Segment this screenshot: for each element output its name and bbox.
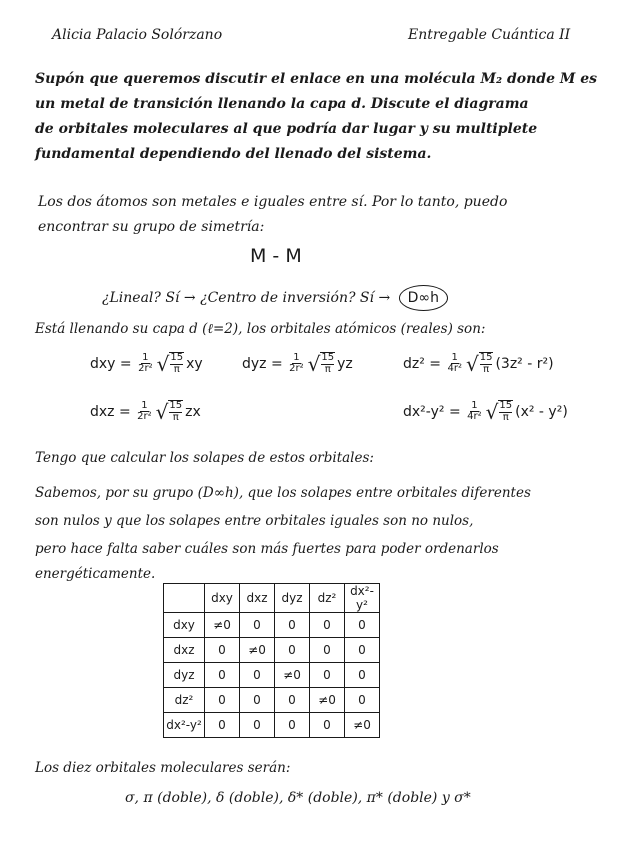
row-header: dxy xyxy=(164,613,205,638)
table-cell: 0 xyxy=(310,638,345,663)
table-cell: ≠0 xyxy=(240,638,275,663)
orbital-label: dyz xyxy=(242,355,267,372)
orbital-dyz-formula: dyz = $\frac{1}{\text{2r²}}$ √ $\frac{15}{\pi}$ yz xyxy=(242,351,353,376)
coef-numerator: 1 xyxy=(293,351,300,363)
root-denominator: π xyxy=(173,363,180,375)
table-cell: 0 xyxy=(240,663,275,688)
table-cell: ≠0 xyxy=(310,688,345,713)
overlap-text-line: pero hace falta saber cuáles son más fuertes para poder ordenarlos xyxy=(35,541,499,557)
table-cell: 0 xyxy=(275,613,310,638)
table-row xyxy=(164,663,380,688)
overlap-text-line: energéticamente. xyxy=(35,566,156,582)
table-row xyxy=(164,638,380,663)
orbital-tail: (x² - y²) xyxy=(515,403,568,420)
orbital-tail: (3z² - r²) xyxy=(495,355,554,372)
table-cell: 0 xyxy=(205,663,240,688)
coef-numerator: 1 xyxy=(451,351,458,363)
coef-denominator: 4r² xyxy=(447,363,462,374)
root-denominator: π xyxy=(172,411,179,423)
column-header: dyz xyxy=(275,584,310,613)
root-numerator: 15 xyxy=(170,352,184,363)
coef-denominator: 2r² xyxy=(137,411,152,422)
coef-denominator: 2r² xyxy=(289,363,304,374)
table-row xyxy=(164,613,380,638)
root-numerator: 15 xyxy=(321,352,335,363)
table-cell: 0 xyxy=(310,663,345,688)
table-corner-cell xyxy=(164,584,205,613)
table-cell: ≠0 xyxy=(275,663,310,688)
table-header-row xyxy=(164,584,380,613)
table-cell: ≠0 xyxy=(205,613,240,638)
column-header: dx²-y² xyxy=(345,584,380,613)
orbital-dz2-formula: dz² = $\frac{1}{\text{4r²}}$ √ $\frac{15}{\pi}$ (3z² - r²) xyxy=(403,351,554,376)
overlap-text-line: son nulos y que los solapes entre orbitales iguales son no nulos, xyxy=(35,513,474,529)
table-cell: 0 xyxy=(310,613,345,638)
coef-numerator: 1 xyxy=(141,399,148,411)
table-cell: 0 xyxy=(345,688,380,713)
table-cell: ≠0 xyxy=(345,713,380,738)
root-numerator: 15 xyxy=(499,400,513,411)
conclusion-line: Los diez orbitales moleculares serán: xyxy=(35,760,291,776)
orbital-tail: xy xyxy=(186,355,203,372)
table-cell: 0 xyxy=(275,688,310,713)
table-cell: 0 xyxy=(240,713,275,738)
molecular-orbital-list: σ, π (doble), δ (doble), δ* (doble), π* (doble) y σ* xyxy=(125,790,471,806)
coef-numerator: 1 xyxy=(471,399,478,411)
orbital-dxz-formula: dxz = $\frac{1}{\text{2r²}}$ √ $\frac{15}{\pi}$ zx xyxy=(90,399,201,424)
column-header: dxz xyxy=(240,584,275,613)
orbital-label: dz² xyxy=(403,355,425,372)
overlap-table xyxy=(163,583,380,738)
table-cell: 0 xyxy=(345,638,380,663)
column-header: dz² xyxy=(310,584,345,613)
table-cell: 0 xyxy=(205,713,240,738)
orbital-label: dx²-y² xyxy=(403,403,445,420)
author-name: Alicia Palacio Solórzano xyxy=(52,27,223,43)
row-header: dyz xyxy=(164,663,205,688)
coef-numerator: 1 xyxy=(142,351,149,363)
root-numerator: 15 xyxy=(479,352,493,363)
root-denominator: π xyxy=(502,411,509,423)
statement-line: de orbitales moleculares al que podría dar lugar y su multiplete xyxy=(35,121,538,137)
table-cell: 0 xyxy=(205,688,240,713)
row-header: dxz xyxy=(164,638,205,663)
table-cell: 0 xyxy=(275,713,310,738)
orbital-dx2y2-formula: dx²-y² = $\frac{1}{\text{4r²}}$ √ $\frac{15}{\pi}$ (x² - y²) xyxy=(403,399,568,424)
coef-denominator: 4r² xyxy=(467,411,482,422)
statement-line: un metal de transición llenando la capa d. Discute el diagrama xyxy=(35,96,529,112)
table-cell: 0 xyxy=(275,638,310,663)
root-denominator: π xyxy=(483,363,490,375)
statement-line: Supón que queremos discutir el enlace en una molécula M₂ donde M es xyxy=(35,71,598,87)
course-title: Entregable Cuántica II xyxy=(408,27,571,43)
table-cell: 0 xyxy=(205,638,240,663)
orbital-label: dxy xyxy=(90,355,116,372)
inversion-question: ¿Centro de inversión? Sí → xyxy=(200,290,391,306)
orbital-tail: zx xyxy=(185,403,201,420)
point-group-circled: D∞h xyxy=(399,285,448,311)
symmetry-intro-line: Los dos átomos son metales e iguales entre sí. Por lo tanto, puedo xyxy=(38,194,508,210)
orbital-dxy-formula: dxy = $\frac{1}{\text{2r²}}$ √ $\frac{15}{\pi}$ xy xyxy=(90,351,203,376)
symmetry-intro-line: encontrar su grupo de simetría: xyxy=(38,219,265,235)
molecule-formula: M - M xyxy=(250,245,302,267)
row-header: dx²-y² xyxy=(164,713,205,738)
symmetry-question xyxy=(102,285,448,311)
column-header: dxy xyxy=(205,584,240,613)
statement-line: fundamental dependiendo del llenado del sistema. xyxy=(35,146,432,162)
table-cell: 0 xyxy=(345,663,380,688)
table-row xyxy=(164,713,380,738)
orbital-label: dxz xyxy=(90,403,115,420)
table-cell: 0 xyxy=(240,688,275,713)
table-cell: 0 xyxy=(310,713,345,738)
table-cell: 0 xyxy=(345,613,380,638)
table-row xyxy=(164,688,380,713)
filling-statement: Está llenando su capa d (ℓ=2), los orbitales atómicos (reales) son: xyxy=(35,321,486,337)
root-denominator: π xyxy=(324,363,331,375)
root-numerator: 15 xyxy=(169,400,183,411)
overlap-intro: Tengo que calcular los solapes de estos orbitales: xyxy=(35,450,374,466)
orbital-tail: yz xyxy=(337,355,353,372)
table-cell: 0 xyxy=(240,613,275,638)
linear-question: ¿Lineal? Sí → xyxy=(102,290,196,306)
overlap-text-line: Sabemos, por su grupo (D∞h), que los solapes entre orbitales diferentes xyxy=(35,485,531,501)
row-header: dz² xyxy=(164,688,205,713)
coef-denominator: 2r² xyxy=(138,363,153,374)
